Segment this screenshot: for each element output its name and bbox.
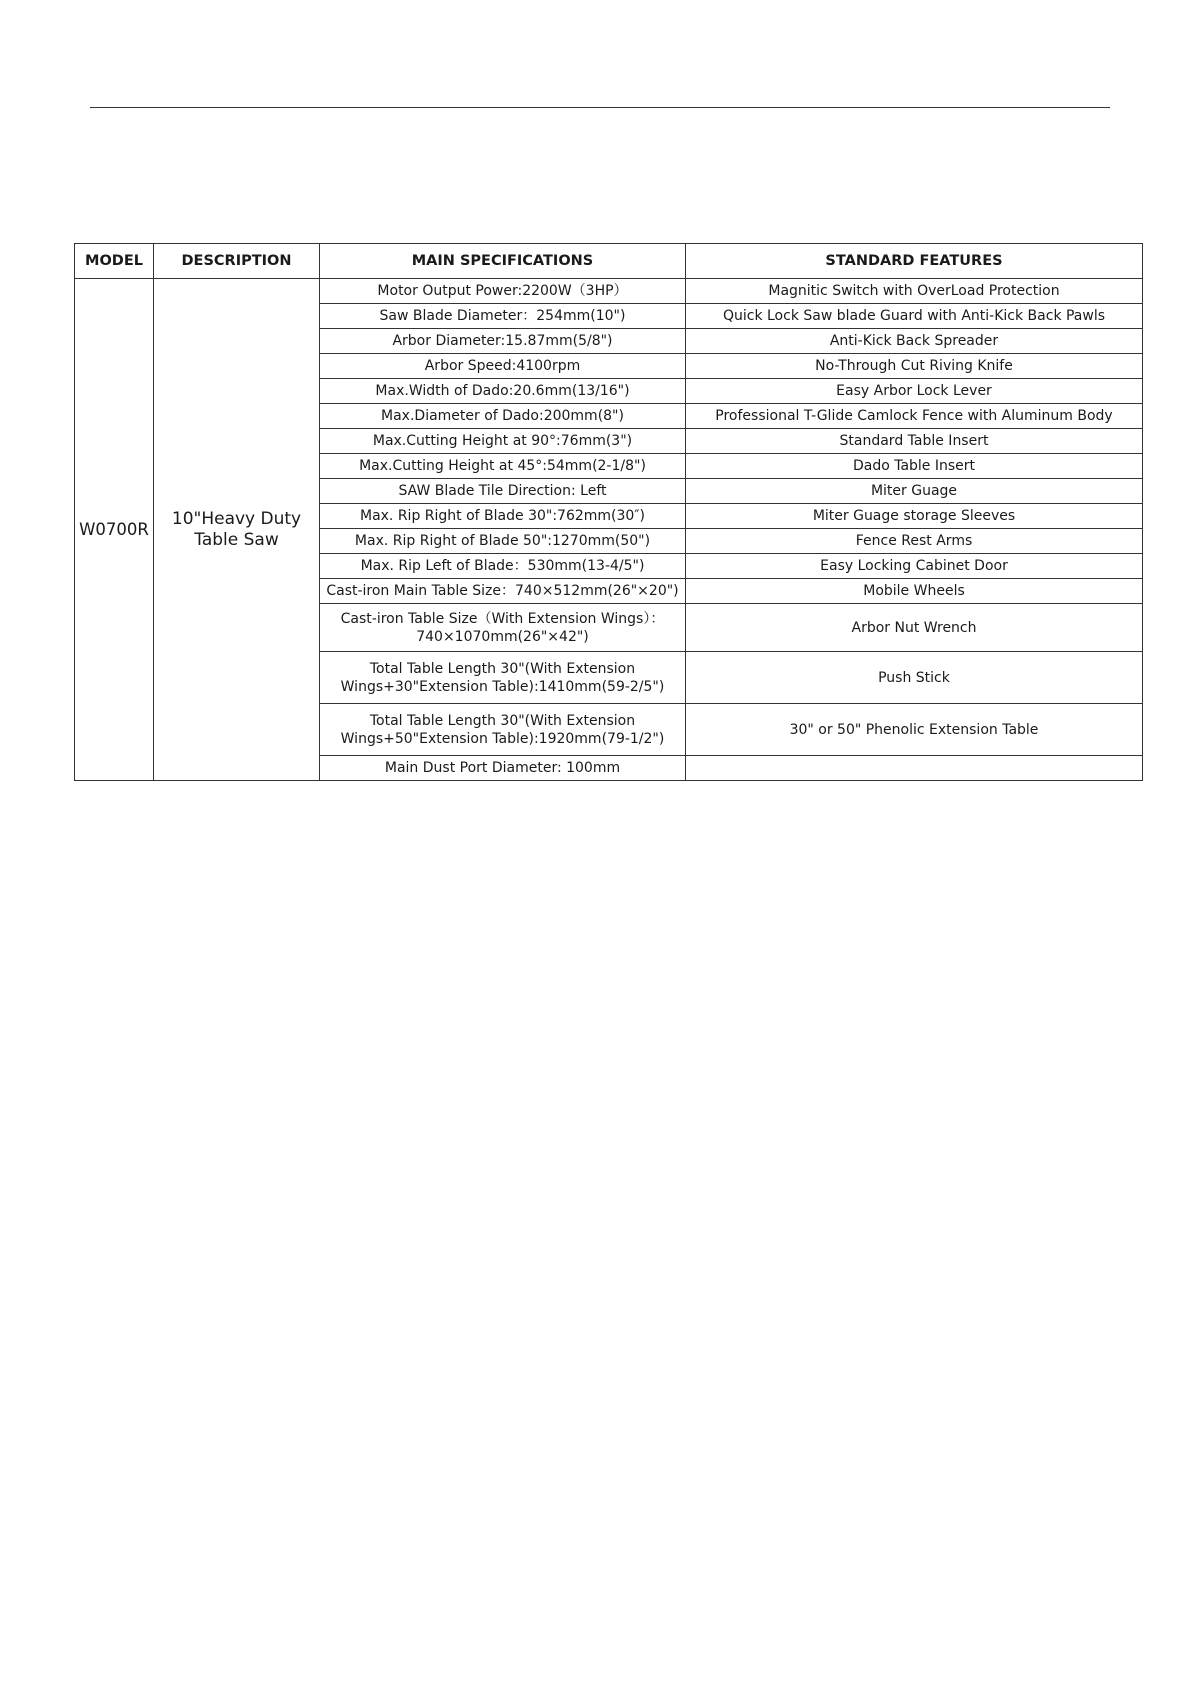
table-row: [75, 279, 1143, 304]
spec-table: [74, 243, 1143, 781]
feature-cell: Anti-Kick Back Spreader: [686, 329, 1143, 354]
header-model: MODEL: [75, 244, 154, 279]
spec-cell: [320, 604, 686, 652]
spec-cell: Arbor Diameter:15.87mm(5/8"): [320, 329, 686, 354]
spec-cell: Max. Rip Right of Blade 50":1270mm(50"): [320, 529, 686, 554]
spec-cell: Max. Rip Left of Blade：530mm(13-4/5"): [320, 554, 686, 579]
spec-cell: SAW Blade Tile Direction: Left: [320, 479, 686, 504]
header-standard-features: STANDARD FEATURES: [686, 244, 1143, 279]
spec-line: Wings+30"Extension Table):1410mm(59-2/5"): [340, 678, 665, 695]
feature-cell: Miter Guage storage Sleeves: [686, 504, 1143, 529]
feature-cell: Mobile Wheels: [686, 579, 1143, 604]
spec-cell: Cast-iron Main Table Size：740×512mm(26"×20"): [320, 579, 686, 604]
header-row: [75, 244, 1143, 279]
feature-cell: [686, 756, 1143, 781]
spec-cell: Max. Rip Right of Blade 30":762mm(30″): [320, 504, 686, 529]
spec-line: Cast-iron Table Size（With Extension Wings）：: [340, 610, 665, 627]
spec-cell: [320, 652, 686, 704]
spec-line: 740×1070mm(26"×42"): [416, 628, 589, 645]
spec-cell: [320, 704, 686, 756]
feature-cell: Standard Table Insert: [686, 429, 1143, 454]
feature-cell: Arbor Nut Wrench: [686, 604, 1143, 652]
feature-cell: Easy Locking Cabinet Door: [686, 554, 1143, 579]
spec-cell: Arbor Speed:4100rpm: [320, 354, 686, 379]
feature-cell: Professional T-Glide Camlock Fence with Aluminum Body: [686, 404, 1143, 429]
spec-cell: Max.Cutting Height at 90°:76mm(3"): [320, 429, 686, 454]
spec-cell: Max.Cutting Height at 45°:54mm(2-1/8"): [320, 454, 686, 479]
feature-cell: Quick Lock Saw blade Guard with Anti-Kick Back Pawls: [686, 304, 1143, 329]
header-main-specifications: MAIN SPECIFICATIONS: [320, 244, 686, 279]
description-line: 10"Heavy Duty: [171, 508, 302, 529]
spec-line: Total Table Length 30"(With Extension: [369, 660, 636, 677]
description-line: Table Saw: [194, 529, 279, 550]
feature-cell: Miter Guage: [686, 479, 1143, 504]
feature-cell: Push Stick: [686, 652, 1143, 704]
spec-line: Wings+50"Extension Table):1920mm(79-1/2"): [340, 730, 665, 747]
model-cell: W0700R: [75, 279, 154, 781]
top-rule: [90, 107, 1110, 108]
spec-cell: Max.Width of Dado:20.6mm(13/16"): [320, 379, 686, 404]
spec-cell: Saw Blade Diameter：254mm(10"): [320, 304, 686, 329]
header-description: DESCRIPTION: [154, 244, 320, 279]
feature-cell: Fence Rest Arms: [686, 529, 1143, 554]
feature-cell: 30" or 50" Phenolic Extension Table: [686, 704, 1143, 756]
description-cell: [154, 279, 320, 781]
spec-cell: Main Dust Port Diameter: 100mm: [320, 756, 686, 781]
spec-cell: Motor Output Power:2200W（3HP）: [320, 279, 686, 304]
feature-cell: No-Through Cut Riving Knife: [686, 354, 1143, 379]
feature-cell: Easy Arbor Lock Lever: [686, 379, 1143, 404]
feature-cell: Magnitic Switch with OverLoad Protection: [686, 279, 1143, 304]
spec-line: Total Table Length 30"(With Extension: [369, 712, 636, 729]
spec-cell: Max.Diameter of Dado:200mm(8"): [320, 404, 686, 429]
feature-cell: Dado Table Insert: [686, 454, 1143, 479]
